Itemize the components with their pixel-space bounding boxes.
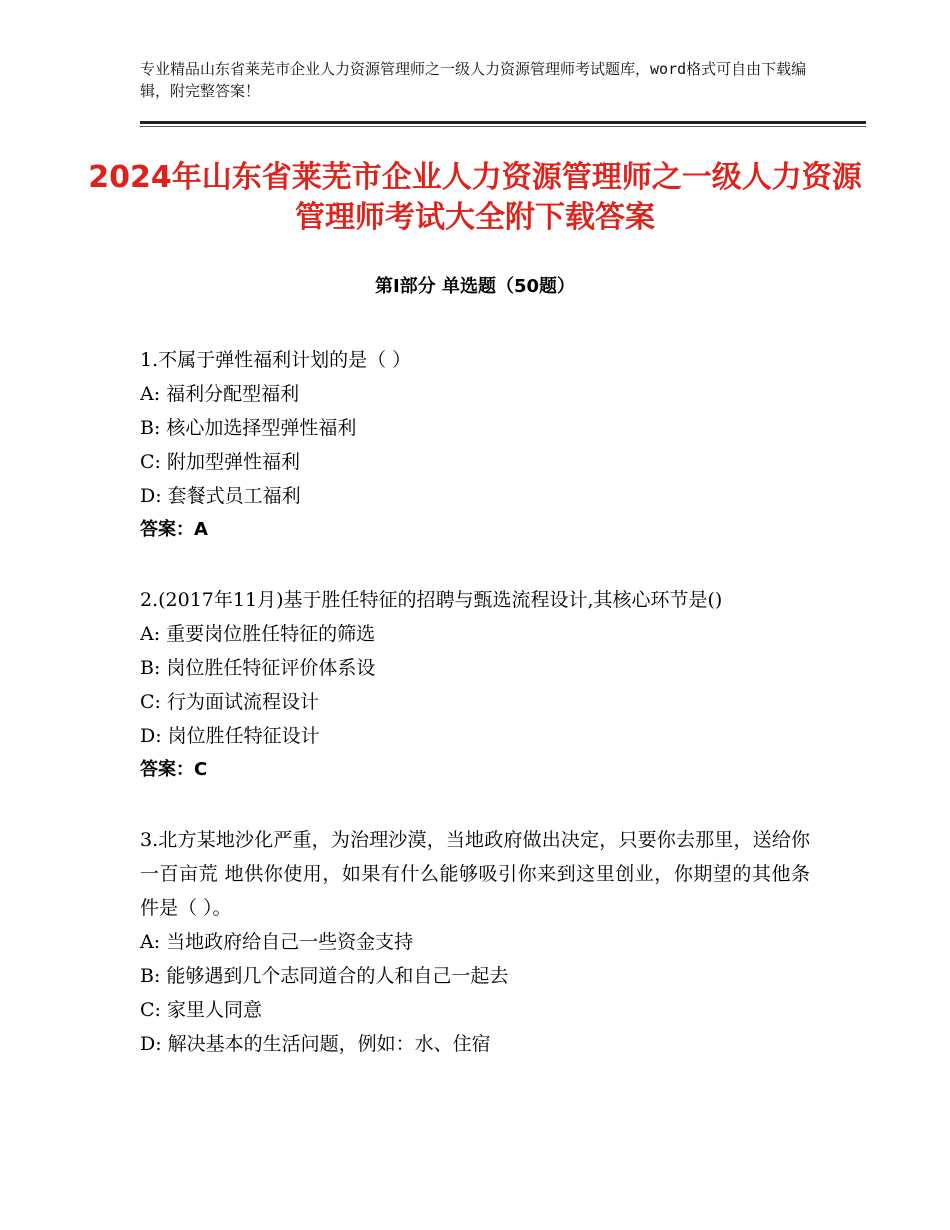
option-c: C: 家里人同意 (140, 999, 262, 1021)
option-c: C: 行为面试流程设计 (140, 691, 319, 713)
question-stem: 2.(2017年11月)基于胜任特征的招聘与甄选流程设计,其核心环节是() (140, 589, 723, 611)
option-b: B: 岗位胜任特征评价体系设 (140, 657, 376, 679)
answer-label: 答案：C (140, 759, 208, 780)
question-2 (140, 583, 810, 787)
question-list (140, 343, 810, 1097)
answer-label: 答案：A (140, 519, 208, 540)
header-rule-thin (140, 126, 866, 127)
section-heading: 第Ⅰ部分 单选题（50题） (374, 276, 575, 297)
header-rule (140, 121, 866, 124)
question-stem: 3.北方某地沙化严重，为治理沙漠，当地政府做出决定，只要你去那里，送给你一百亩荒 地供你使用，如果有什么能够吸引你来到这里创业，你期望的其他条件是（ ）。 (140, 829, 810, 919)
question-1 (140, 343, 810, 547)
option-b: B: 核心加选择型弹性福利 (140, 417, 357, 439)
option-d: D: 解决基本的生活问题，例如：水、住宿 (140, 1033, 491, 1055)
question-3 (140, 823, 810, 1061)
header-note: 专业精品山东省莱芜市企业人力资源管理师之一级人力资源管理师考试题库，word格式可自由下载编辑，附完整答案！ (140, 60, 807, 100)
option-a: A: 重要岗位胜任特征的筛选 (140, 623, 376, 645)
option-c: C: 附加型弹性福利 (140, 451, 300, 473)
option-a: A: 当地政府给自己一些资金支持 (140, 931, 414, 953)
question-stem: 1.不属于弹性福利计划的是（ ） (140, 349, 412, 371)
option-d: D: 套餐式员工福利 (140, 485, 301, 507)
option-d: D: 岗位胜任特征设计 (140, 725, 320, 747)
option-b: B: 能够遇到几个志同道合的人和自己一起去 (140, 965, 509, 987)
document-title: 2024年山东省莱芜市企业人力资源管理师之一级人力资源管理师考试大全附下载答案 (88, 160, 862, 235)
option-a: A: 福利分配型福利 (140, 383, 300, 405)
